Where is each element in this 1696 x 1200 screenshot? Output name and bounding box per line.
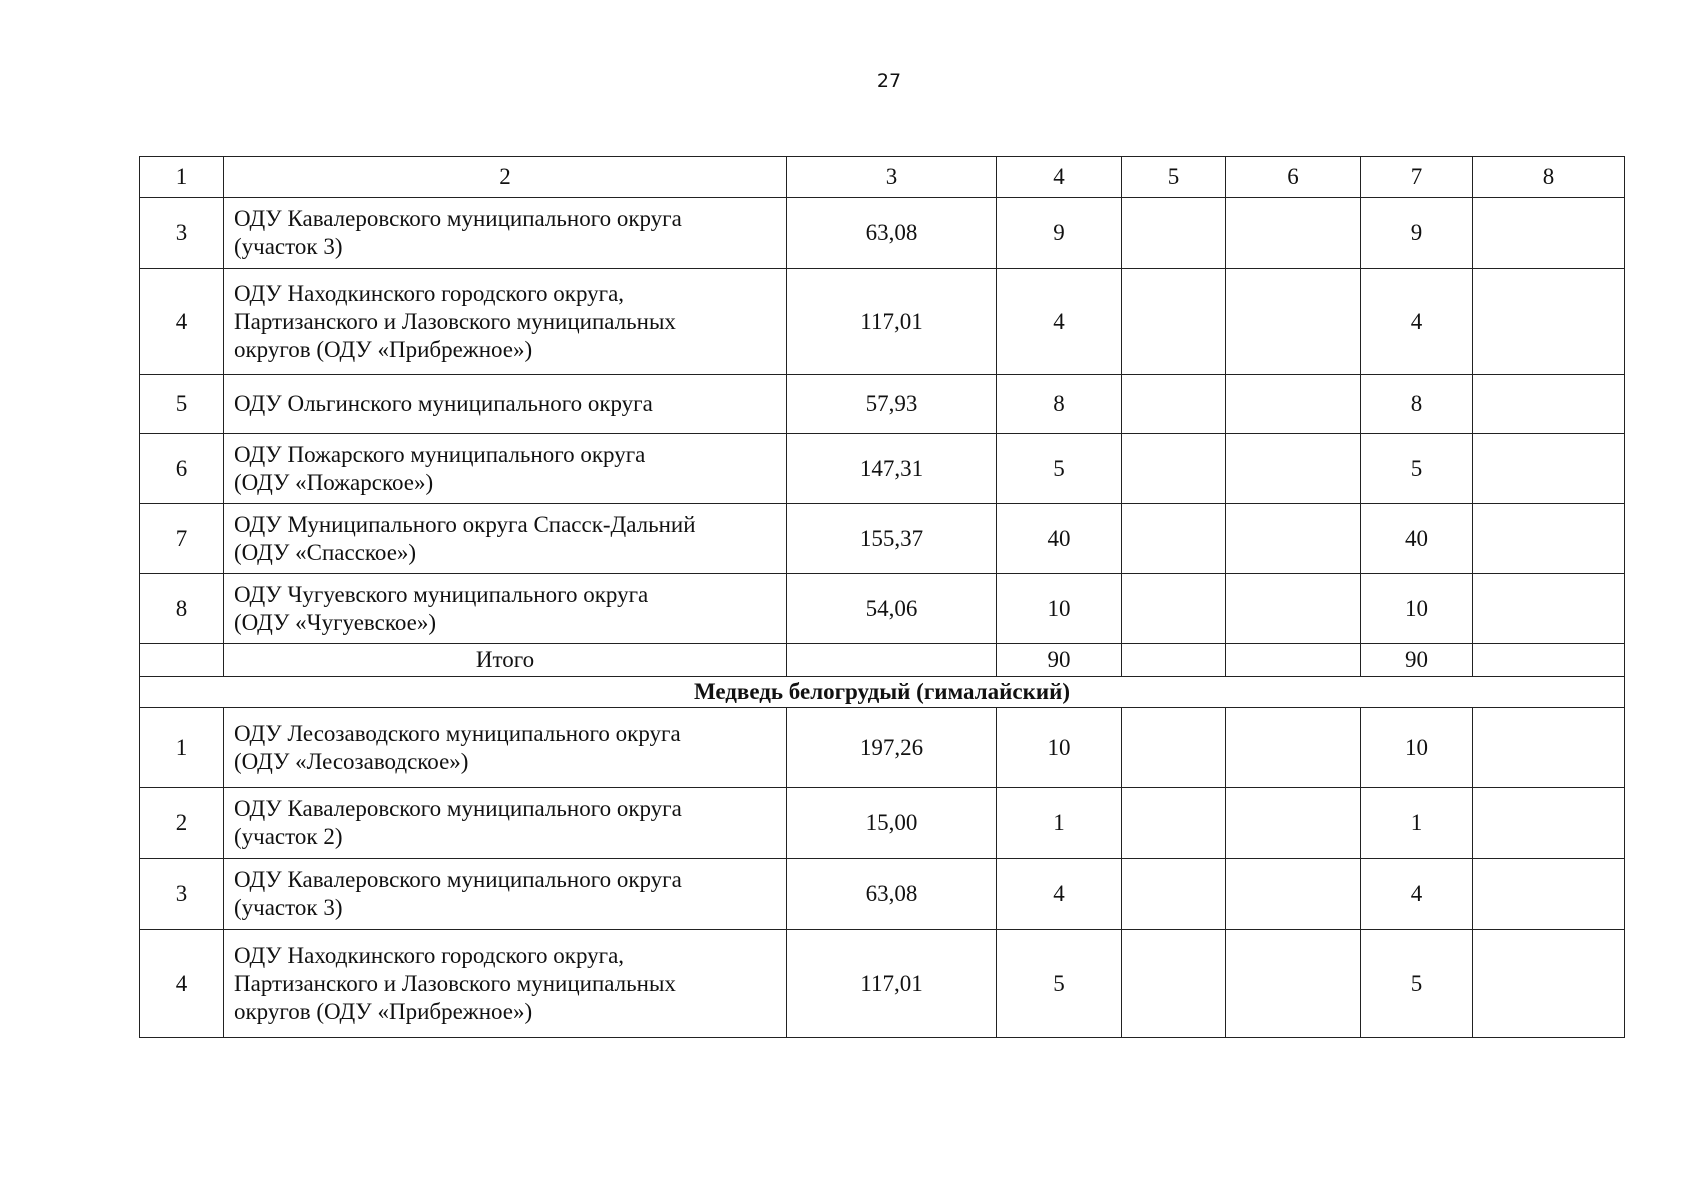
- column-number: 1: [140, 157, 224, 198]
- col7-value: 1: [1361, 788, 1473, 859]
- col7-value: 5: [1361, 930, 1473, 1038]
- row-number: 8: [140, 574, 224, 644]
- col7-value: 8: [1361, 375, 1473, 434]
- col4-value: 1: [997, 788, 1122, 859]
- col5-value: [1122, 198, 1226, 269]
- column-number: 2: [224, 157, 787, 198]
- area-value: 63,08: [787, 198, 997, 269]
- table-row: [140, 269, 1625, 375]
- col7-value: 9: [1361, 198, 1473, 269]
- empty-cell: [140, 644, 224, 677]
- hunting-ground-name: ОДУ Кавалеровского муниципального округа (участок 3): [224, 859, 787, 930]
- table-row: [140, 930, 1625, 1038]
- hunting-ground-name: ОДУ Кавалеровского муниципального округа (участок 2): [224, 788, 787, 859]
- col4-value: 8: [997, 375, 1122, 434]
- column-number: 3: [787, 157, 997, 198]
- col5-value: [1122, 434, 1226, 504]
- row-number: 5: [140, 375, 224, 434]
- total-col4: 90: [997, 644, 1122, 677]
- col8-value: [1473, 198, 1625, 269]
- col4-value: 4: [997, 269, 1122, 375]
- col4-value: 10: [997, 574, 1122, 644]
- col4-value: 4: [997, 859, 1122, 930]
- total-col7: 90: [1361, 644, 1473, 677]
- section-header-row: [140, 677, 1625, 708]
- col5-value: [1122, 930, 1226, 1038]
- col8-value: [1473, 930, 1625, 1038]
- col5-value: [1122, 788, 1226, 859]
- total-label: Итого: [224, 644, 787, 677]
- table-row: [140, 504, 1625, 574]
- col8-value: [1473, 269, 1625, 375]
- col6-value: [1226, 930, 1361, 1038]
- col6-value: [1226, 434, 1361, 504]
- hunting-ground-name: ОДУ Кавалеровского муниципального округа (участок 3): [224, 198, 787, 269]
- col6-value: [1226, 269, 1361, 375]
- col6-value: [1226, 504, 1361, 574]
- col5-value: [1122, 504, 1226, 574]
- col7-value: 5: [1361, 434, 1473, 504]
- section-title: Медведь белогрудый (гималайский): [140, 677, 1625, 708]
- column-number: 4: [997, 157, 1122, 198]
- hunting-ground-name: ОДУ Муниципального округа Спасск-Дальний (ОДУ «Спасское»): [224, 504, 787, 574]
- col8-value: [1473, 434, 1625, 504]
- area-value: 147,31: [787, 434, 997, 504]
- area-value: 63,08: [787, 859, 997, 930]
- column-number: 7: [1361, 157, 1473, 198]
- hunting-ground-name: ОДУ Находкинского городского округа, Партизанского и Лазовского муниципальных округов (ОДУ «Прибрежное»): [224, 930, 787, 1038]
- col6-value: [1226, 788, 1361, 859]
- col6-value: [1226, 859, 1361, 930]
- col8-value: [1473, 574, 1625, 644]
- table-row: [140, 574, 1625, 644]
- table-row: [140, 788, 1625, 859]
- row-number: 3: [140, 859, 224, 930]
- col7-value: 40: [1361, 504, 1473, 574]
- column-number: 6: [1226, 157, 1361, 198]
- col4-value: 10: [997, 708, 1122, 788]
- col6-value: [1226, 375, 1361, 434]
- col5-value: [1122, 269, 1226, 375]
- empty-cell: [787, 644, 997, 677]
- row-number: 6: [140, 434, 224, 504]
- area-value: 117,01: [787, 269, 997, 375]
- col8-value: [1473, 788, 1625, 859]
- hunting-ground-name: ОДУ Находкинского городского округа, Партизанского и Лазовского муниципальных округов (ОДУ «Прибрежное»): [224, 269, 787, 375]
- col8-value: [1473, 375, 1625, 434]
- column-number: 5: [1122, 157, 1226, 198]
- col4-value: 40: [997, 504, 1122, 574]
- col4-value: 9: [997, 198, 1122, 269]
- area-value: 197,26: [787, 708, 997, 788]
- col7-value: 4: [1361, 269, 1473, 375]
- col7-value: 10: [1361, 708, 1473, 788]
- col6-value: [1226, 574, 1361, 644]
- row-number: 4: [140, 269, 224, 375]
- area-value: 54,06: [787, 574, 997, 644]
- col6-value: [1226, 198, 1361, 269]
- col5-value: [1122, 574, 1226, 644]
- table-row: [140, 434, 1625, 504]
- row-number: 2: [140, 788, 224, 859]
- page-number: 27: [876, 70, 902, 92]
- table-row: [140, 708, 1625, 788]
- col5-value: [1122, 859, 1226, 930]
- row-number: 4: [140, 930, 224, 1038]
- hunting-ground-name: ОДУ Лесозаводского муниципального округа (ОДУ «Лесозаводское»): [224, 708, 787, 788]
- hunting-ground-name: ОДУ Пожарского муниципального округа (ОДУ «Пожарское»): [224, 434, 787, 504]
- col8-value: [1473, 708, 1625, 788]
- table-row: [140, 859, 1625, 930]
- col5-value: [1122, 708, 1226, 788]
- row-number: 7: [140, 504, 224, 574]
- column-number: 8: [1473, 157, 1625, 198]
- col7-value: 4: [1361, 859, 1473, 930]
- area-value: 15,00: [787, 788, 997, 859]
- area-value: 117,01: [787, 930, 997, 1038]
- hunting-ground-name: ОДУ Чугуевского муниципального округа (ОДУ «Чугуевское»): [224, 574, 787, 644]
- table-row: [140, 198, 1625, 269]
- col5-value: [1122, 375, 1226, 434]
- col6-value: [1226, 708, 1361, 788]
- total-row: [140, 644, 1625, 677]
- area-value: 57,93: [787, 375, 997, 434]
- hunting-ground-name: ОДУ Ольгинского муниципального округа: [224, 375, 787, 434]
- row-number: 1: [140, 708, 224, 788]
- col4-value: 5: [997, 930, 1122, 1038]
- row-number: 3: [140, 198, 224, 269]
- empty-cell: [1473, 644, 1625, 677]
- col4-value: 5: [997, 434, 1122, 504]
- col7-value: 10: [1361, 574, 1473, 644]
- column-number-row: [140, 157, 1625, 198]
- col8-value: [1473, 504, 1625, 574]
- empty-cell: [1122, 644, 1226, 677]
- col8-value: [1473, 859, 1625, 930]
- table-row: [140, 375, 1625, 434]
- area-value: 155,37: [787, 504, 997, 574]
- empty-cell: [1226, 644, 1361, 677]
- quota-table: [139, 156, 1625, 1038]
